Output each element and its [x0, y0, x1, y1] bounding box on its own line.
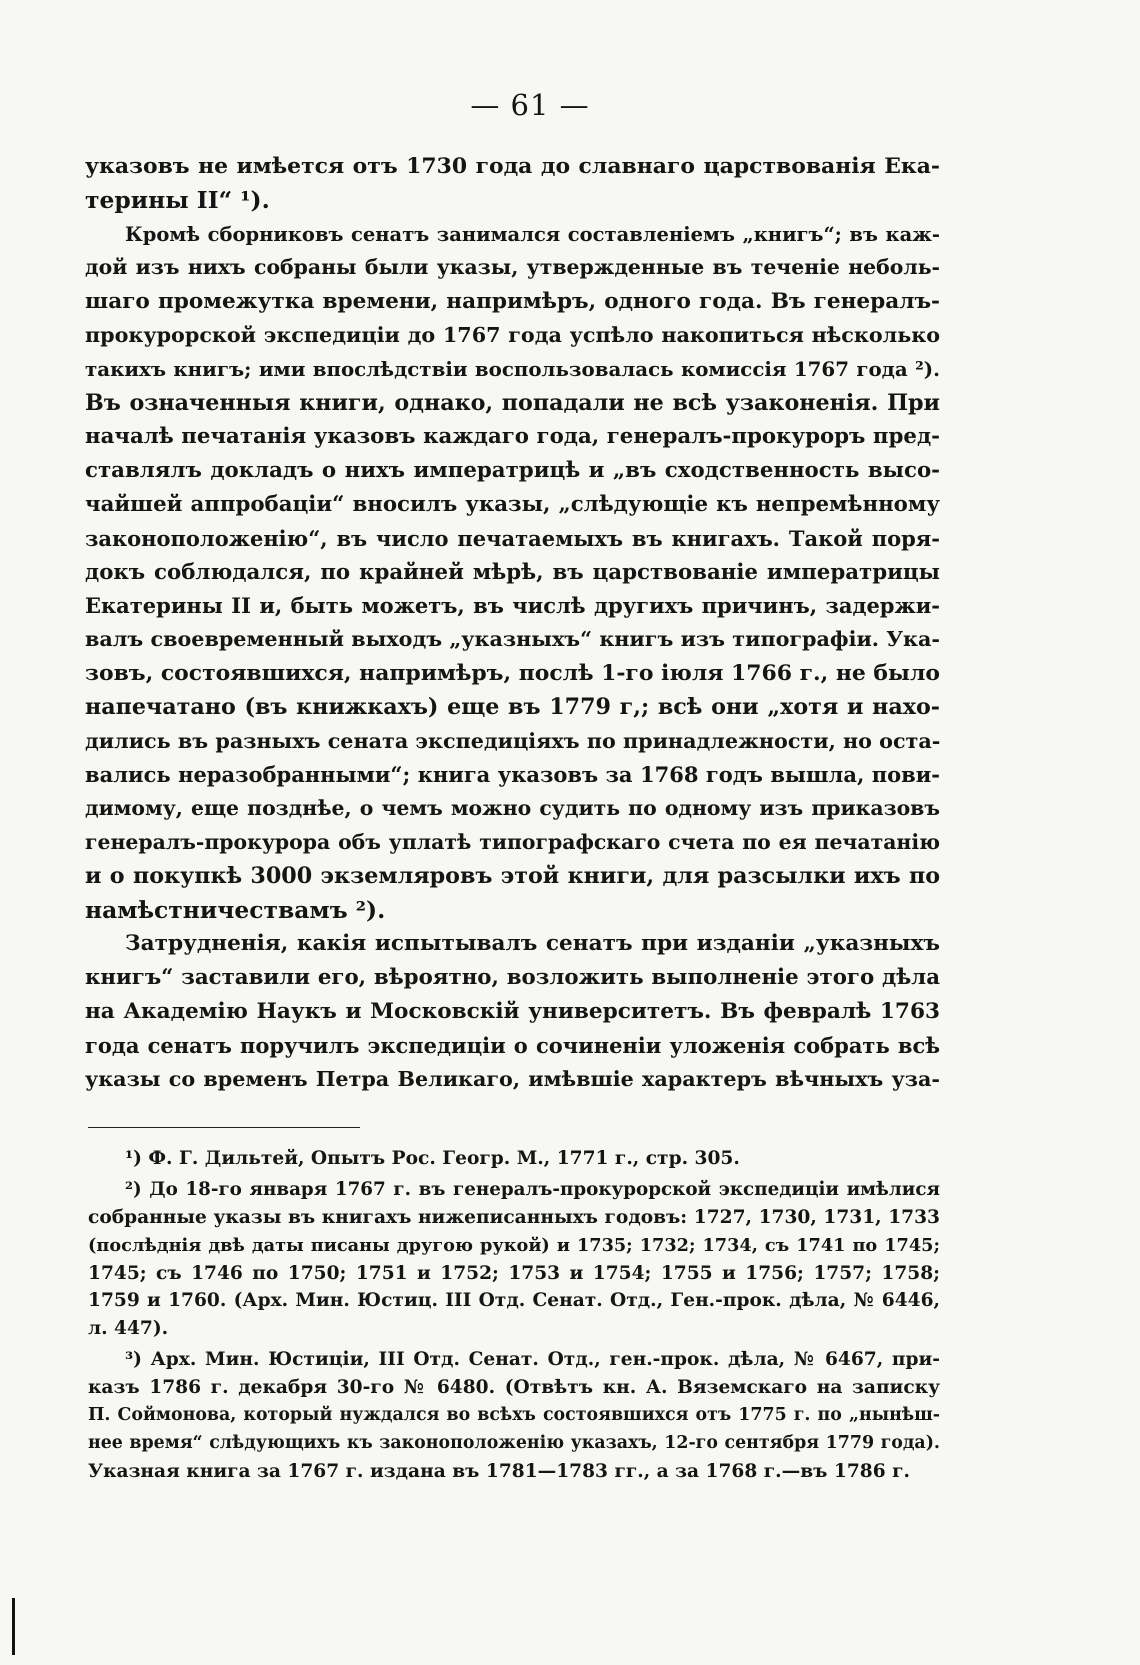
page-number: — 61 — [470, 88, 590, 122]
scan-margin-mark [12, 1598, 15, 1655]
footnote-line: 1745; съ 1746 по 1750; 1751 и 1752; 1753 и 1754; 1755 и 1756; 1757; 1758; [88, 1262, 940, 1284]
footnote-line: П. Соймонова, который нуждался во всѣхъ состоявшихся отъ 1775 г. по „нынѣш- [88, 1405, 940, 1426]
main-text [85, 150, 940, 1096]
text-line: началѣ печатанія указовъ каждаго года, генералъ-прокуроръ пред- [85, 424, 940, 450]
footnotes [88, 1145, 940, 1486]
text-line: дились въ разныхъ сената экспедиціяхъ по принадлежности, но оста- [85, 728, 941, 753]
text-line: указы со временъ Петра Великаго, имѣвшіе характеръ вѣчныхъ уза- [85, 1066, 940, 1091]
text-line: указовъ не имѣется отъ 1730 года до славнаго царствованія Ека- [85, 153, 940, 179]
footnote [88, 1145, 940, 1173]
footnote [88, 1346, 940, 1485]
text-line: Затрудненія, какія испытывалъ сенатъ при изданіи „указныхъ [125, 931, 940, 957]
text-line: года сенатъ поручилъ экспедиціи о сочиненіи уложенія собрать всѣ [85, 1032, 940, 1058]
text-line: Въ означенныя книги, однако, попадали не всѣ узаконенія. При [85, 389, 940, 416]
text-line: и о покупкѣ 3000 экземляровъ этой книги, для разсылки ихъ по [85, 862, 940, 889]
footnote-line: л. 447). [88, 1318, 169, 1340]
footnote [88, 1176, 940, 1343]
text-line: Кромѣ сборниковъ сенатъ занимался составленіемъ „книгъ“; въ каж- [125, 222, 940, 246]
footnote-line: 1759 и 1760. (Арх. Мин. Юстиц. III Отд. Сенат. Отд., Ген.-прок. дѣла, № 6446, [88, 1290, 940, 1312]
text-line: Екатерины II и, быть можетъ, въ числѣ другихъ причинъ, задержи- [85, 593, 940, 619]
footnote-line: (послѣднія двѣ даты писаны другою рукой) и 1735; 1732; 1734, съ 1741 по 1745; [88, 1234, 940, 1256]
text-line: димому, еще позднѣе, о чемъ можно судить по одному изъ приказовъ [85, 796, 940, 821]
footnote-line: ¹) Ф. Г. Дильтей, Опытъ Рос. Геогр. М., 1771 г., стр. 305. [125, 1148, 740, 1169]
text-line: такихъ книгъ; ими впослѣдствіи воспользовалась комиссія 1767 года ²). [85, 356, 940, 381]
footnote-line: нее время“ слѣдующихъ къ законоположенію указахъ, 12-го сентября 1779 года). [88, 1432, 940, 1453]
text-line: на Академію Наукъ и Московскій университетъ. Въ февралѣ 1763 [85, 998, 940, 1024]
text-line: намѣстничествамъ ²). [85, 895, 386, 924]
text-line: чайшей аппробаціи“ вносилъ указы, „слѣдующіе къ непремѣнному [85, 491, 940, 517]
text-line: шаго промежутка времени, напримѣръ, одного года. Въ генералъ- [85, 289, 940, 315]
text-line: валъ своевременный выходъ „указныхъ“ книгъ изъ типографіи. Ука- [85, 627, 940, 652]
footnote-line: Указная книга за 1767 г. издана въ 1781—1783 гг., а за 1768 г.—въ 1786 г. [88, 1460, 910, 1482]
footnote-separator [88, 1127, 360, 1128]
footnote-line: собранные указы въ книгахъ нижеписанныхъ годовъ: 1727, 1730, 1731, 1733 [88, 1206, 940, 1228]
text-line: ставлялъ докладъ о нихъ императрицѣ и „въ сходственность высо- [85, 458, 940, 484]
text-line: книгъ“ заставили его, вѣроятно, возложить выполненіе этого дѣла [85, 965, 940, 991]
footnote-line: ³) Арх. Мин. Юстиціи, III Отд. Сенат. Отд., ген.-прок. дѣла, № 6467, при- [125, 1349, 940, 1371]
text-line: терины II“ ¹). [85, 185, 270, 214]
footnote-line: ²) До 18-го января 1767 г. въ генералъ-прокурорской экспедиціи имѣлися [125, 1178, 940, 1200]
text-line: вались неразобранными“; книга указовъ за 1768 годъ вышла, пови- [85, 762, 940, 788]
text-line: напечатано (въ книжкахъ) еще въ 1779 г,; всѣ они „хотя и нахо- [85, 693, 940, 720]
text-line: законоположенію“, въ число печатаемыхъ въ книгахъ. Такой поря- [85, 525, 940, 551]
footnote-line: казъ 1786 г. декабря 30-го № 6480. (Отвѣтъ кн. А. Вяземскаго на записку [88, 1377, 940, 1399]
text-line: зовъ, состоявшихся, напримѣръ, послѣ 1-го іюля 1766 г., не было [85, 659, 941, 686]
text-line: докъ соблюдался, по крайней мѣрѣ, въ царствованіе императрицы [85, 559, 940, 585]
text-line: генералъ-прокурора объ уплатѣ типографскаго счета по ея печатанію [85, 829, 940, 854]
text-line: прокурорской экспедиціи до 1767 года успѣло накопиться нѣсколько [85, 322, 940, 347]
text-line: дой изъ нихъ собраны были указы, утвержденные въ теченіе неболь- [85, 255, 940, 280]
